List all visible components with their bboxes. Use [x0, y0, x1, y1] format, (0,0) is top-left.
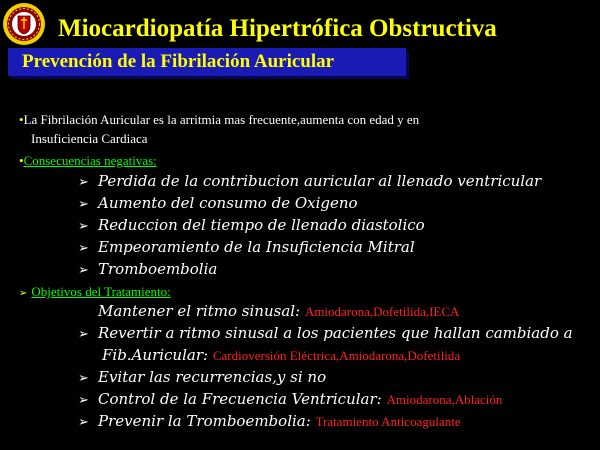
consecuencias-heading — [19, 154, 157, 167]
consecuencias-heading-text: Consecuencias negativas: — [23, 153, 157, 168]
list-item: Mantener el ritmo sinusal: Amiodarona,Dofetilida,IECA — [98, 302, 460, 320]
list-item: ➢ Control de la Frecuencia Ventricular: Amiodarona,Ablación — [78, 390, 503, 408]
slide-subtitle: Prevención de la Fibrilación Auricular — [22, 51, 335, 72]
list-item: ➢ Empeoramiento de la Insuficiencia Mitral — [78, 238, 415, 256]
arrow-bullet-icon: ➢ — [78, 241, 89, 256]
arrow-bullet-icon: ➢ — [78, 263, 89, 278]
intro-bullet: • — [19, 112, 24, 127]
subtitle-banner — [8, 48, 406, 76]
slide-title: Miocardiopatía Hipertrófica Obstructiva — [58, 15, 497, 42]
list-item: ➢ Revertir a ritmo sinusal a los pacientes que hallan cambiado a — [78, 324, 573, 342]
arrow-bullet-icon: ➢ — [78, 327, 89, 342]
list-item: ➢ Reduccion del tiempo de llenado diastolico — [78, 216, 425, 234]
arrow-bullet-icon: ➢ — [78, 175, 89, 190]
arrow-bullet-icon: ➢ — [78, 415, 89, 430]
intro-paragraph — [19, 110, 559, 148]
objetivos-bullet-icon: ➢ — [19, 288, 28, 299]
arrow-bullet-icon: ➢ — [78, 393, 89, 408]
list-item: Fib.Auricular: Cardioversión Eléctrica,Amiodarona,Dofetilida — [102, 346, 461, 364]
list-item: ➢ Tromboembolia — [78, 260, 218, 278]
list-item: ➢ Perdida de la contribucion auricular al llenado ventricular — [78, 172, 542, 190]
university-seal-icon — [2, 2, 46, 46]
intro-line-2: Insuficiencia Cardiaca — [31, 131, 148, 146]
consecuencias-bullet: • — [19, 153, 24, 168]
list-item: ➢ Evitar las recurrencias,y si no — [78, 368, 327, 386]
list-item: ➢ Aumento del consumo de Oxigeno — [78, 194, 358, 212]
arrow-bullet-icon: ➢ — [78, 197, 89, 212]
arrow-bullet-icon: ➢ — [78, 371, 89, 386]
arrow-bullet-icon: ➢ — [78, 219, 89, 234]
objetivos-heading — [19, 285, 171, 299]
intro-line-1: La Fibrilación Auricular es la arritmia mas frecuente,aumenta con edad y en — [23, 112, 420, 127]
objetivos-heading-text: Objetivos del Tratamiento: — [31, 284, 171, 299]
list-item: ➢ Prevenir la Tromboembolia: Tratamiento Anticoagulante — [78, 412, 461, 430]
